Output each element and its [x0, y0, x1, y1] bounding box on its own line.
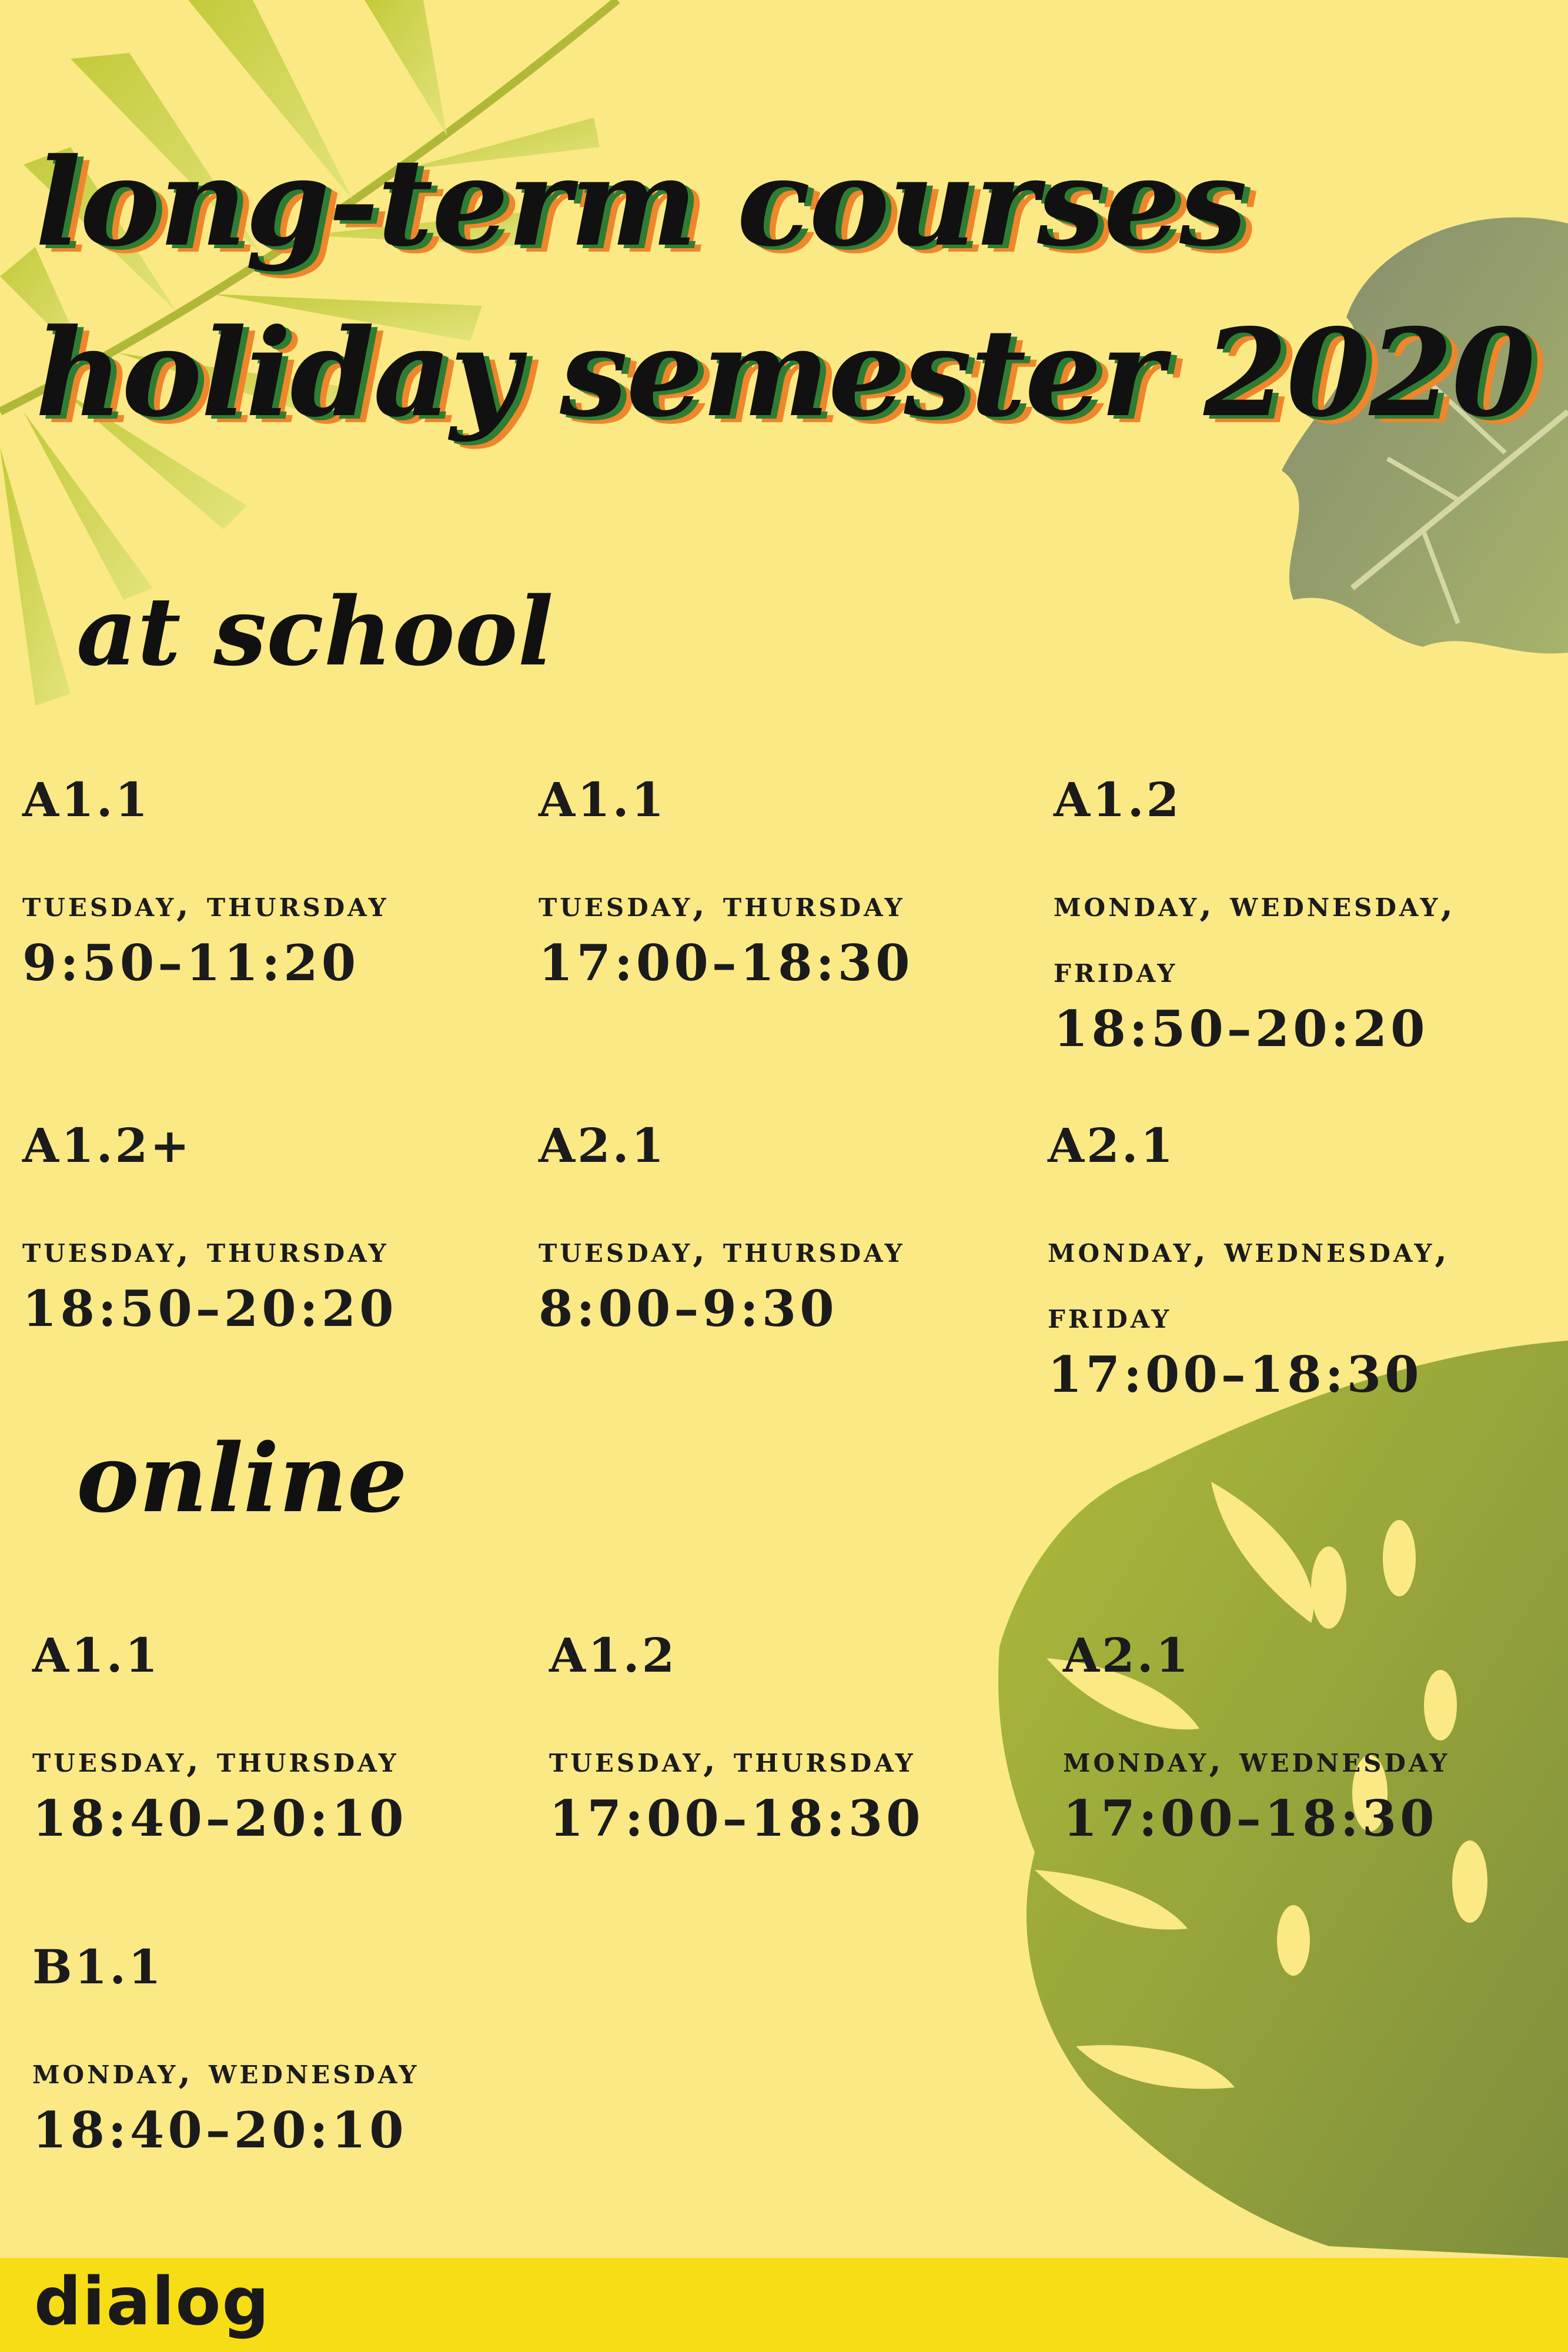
course-card	[539, 772, 1032, 992]
course-level: A1.2	[1054, 772, 1182, 827]
course-time: 18:40–20:10	[32, 2101, 407, 2159]
course-card	[22, 772, 516, 992]
course-card	[539, 1118, 1032, 1338]
course-level: A1.2+	[22, 1118, 192, 1173]
course-level: A1.1	[22, 772, 151, 827]
course-time: 18:50–20:20	[22, 1279, 397, 1338]
course-card	[1048, 1118, 1559, 1404]
course-time: 17:00–18:30	[549, 1789, 924, 1847]
course-card	[22, 1118, 516, 1338]
course-level: A2.1	[1048, 1118, 1176, 1173]
page-title	[35, 118, 1534, 459]
course-days: tuesday, thursday	[549, 1739, 916, 1780]
course-days: monday, wednesday, friday	[1054, 884, 1456, 991]
course-card	[1054, 772, 1559, 1058]
title-line-2: holiday semester 2020	[35, 303, 1534, 444]
course-days: tuesday, thursday	[22, 884, 389, 925]
course-time: 17:00–18:30	[1063, 1789, 1438, 1847]
course-days: tuesday, thursday	[539, 884, 905, 925]
course-card	[32, 1628, 526, 1847]
course-time: 18:50–20:20	[1054, 1000, 1429, 1058]
section-title-at-school: at school	[76, 576, 554, 687]
course-days: monday, wednesday	[1063, 1739, 1450, 1780]
course-days: tuesday, thursday	[539, 1230, 905, 1271]
course-time: 17:00–18:30	[1048, 1345, 1423, 1404]
course-level: A1.1	[32, 1628, 161, 1683]
course-card	[32, 1939, 526, 2159]
course-level: A1.2	[549, 1628, 677, 1683]
course-time: 8:00–9:30	[539, 1279, 838, 1338]
course-level: B1.1	[32, 1939, 163, 1994]
course-time: 18:40–20:10	[32, 1789, 407, 1847]
title-line-1: long-term courses	[35, 132, 1246, 273]
course-level: A2.1	[539, 1118, 667, 1173]
course-card	[549, 1628, 1043, 1847]
course-days: monday, wednesday	[32, 2051, 420, 2092]
course-days: monday, wednesday, friday	[1048, 1230, 1450, 1337]
footer-bar	[0, 2258, 1568, 2352]
dialog-logo: dialog	[34, 2264, 270, 2340]
course-level: A1.1	[539, 772, 667, 827]
section-title-online: online	[76, 1423, 407, 1534]
course-level: A2.1	[1063, 1628, 1191, 1683]
course-time: 17:00–18:30	[539, 934, 914, 992]
course-time: 9:50–11:20	[22, 934, 360, 992]
course-card	[1063, 1628, 1563, 1847]
course-days: tuesday, thursday	[32, 1739, 399, 1780]
course-days: tuesday, thursday	[22, 1230, 389, 1271]
